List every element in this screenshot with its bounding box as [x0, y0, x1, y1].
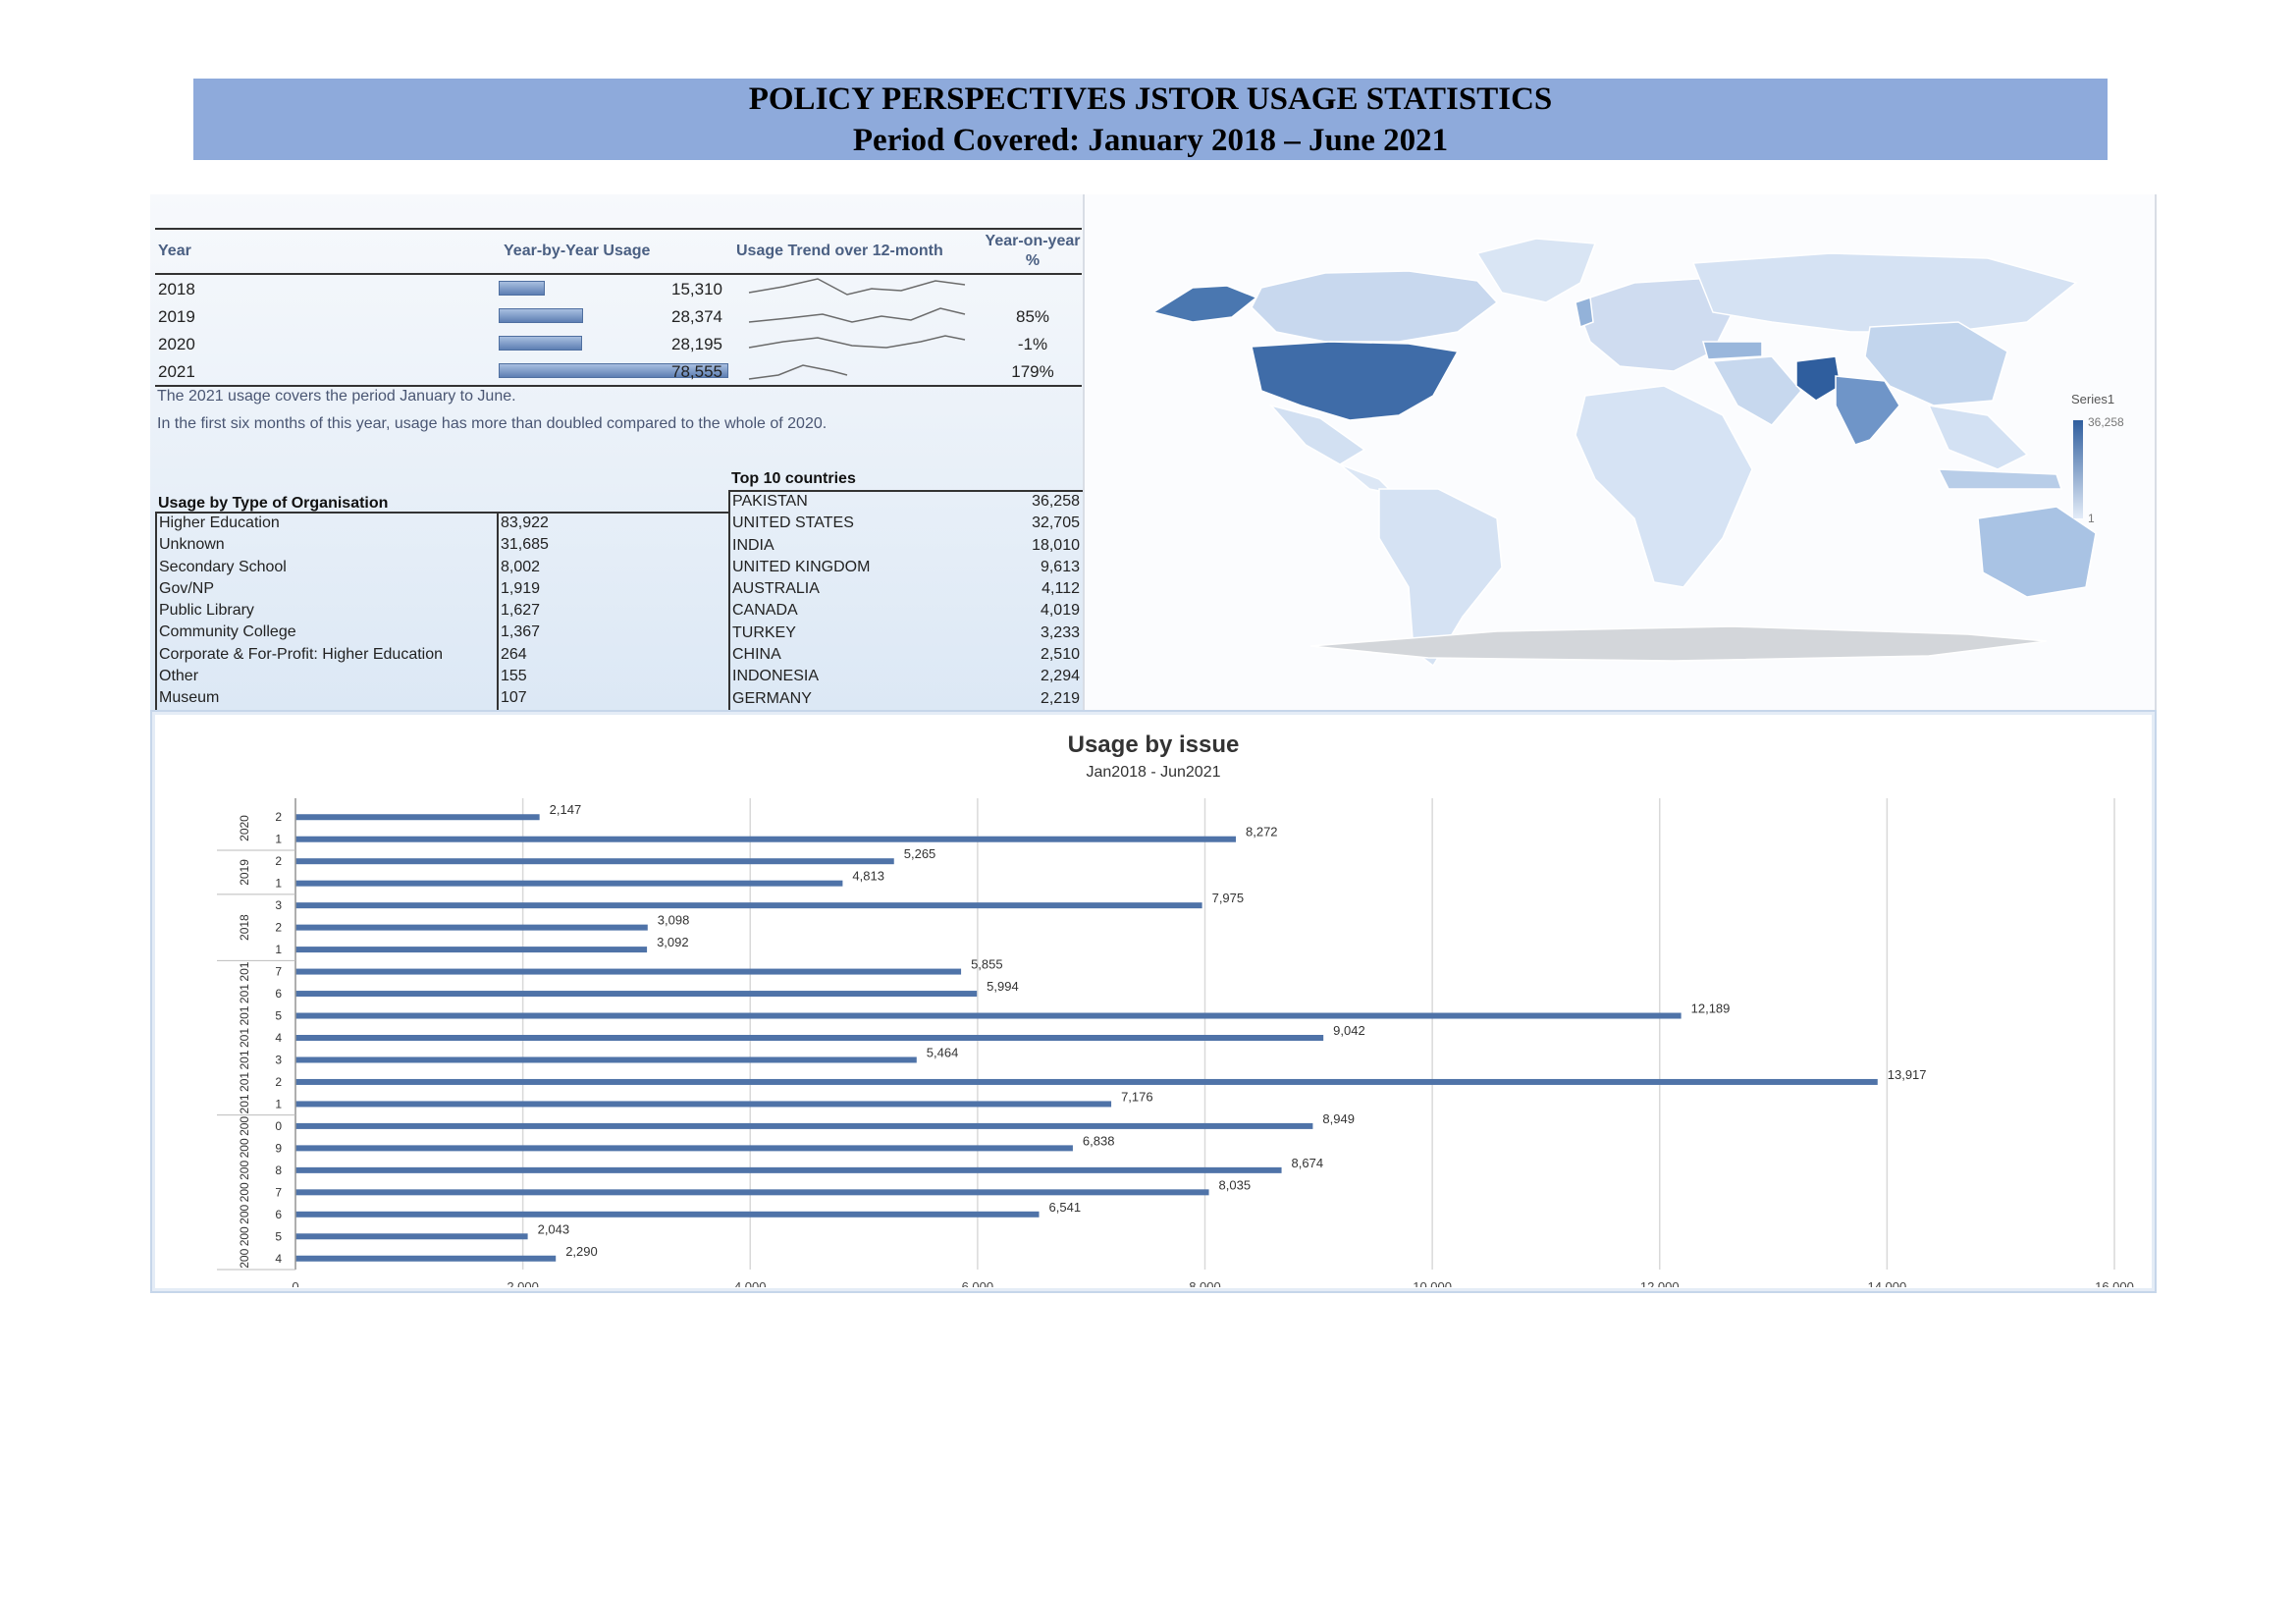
- group-label: 201: [238, 1050, 251, 1070]
- bar-value-label: 3,092: [657, 935, 689, 950]
- org-usage: 1,919: [501, 579, 541, 597]
- issue-label: 6: [275, 1207, 282, 1221]
- bar-value-label: 7,975: [1211, 891, 1245, 906]
- country-usage: 18,010: [1032, 536, 1080, 554]
- issue-label: 8: [275, 1163, 282, 1177]
- org-name: Corporate & For-Profit: Higher Education: [159, 645, 444, 663]
- group-label: 201: [238, 1071, 251, 1092]
- bar: [295, 1013, 1682, 1019]
- country-row: [730, 492, 1084, 514]
- year-row: [155, 275, 1082, 302]
- issue-label: 2: [275, 920, 282, 935]
- map-greenland: [1477, 239, 1595, 302]
- x-tick-label: 16,000: [2095, 1279, 2134, 1287]
- org-type-table: [155, 512, 728, 711]
- bar: [295, 1167, 1282, 1173]
- chart-title: Usage by issue: [1067, 731, 1240, 758]
- bar: [295, 902, 1202, 908]
- org-name: Other: [159, 668, 199, 685]
- x-tick-label: 12,000: [1639, 1279, 1680, 1287]
- group-label: 200: [238, 1160, 251, 1180]
- org-name: Community College: [159, 623, 296, 641]
- country-name: TURKEY: [732, 623, 796, 641]
- country-name: INDIA: [732, 536, 774, 554]
- year-usage-table: [155, 228, 1082, 387]
- x-tick-label: 0: [292, 1279, 299, 1287]
- country-name: AUSTRALIA: [732, 580, 820, 598]
- issue-label: 2: [275, 810, 282, 825]
- bar-value-label: 3,098: [657, 912, 690, 928]
- group-label: 2018: [238, 914, 251, 941]
- bar-value-label: 2,043: [537, 1221, 570, 1237]
- org-usage: 155: [501, 668, 527, 685]
- org-name: Secondary School: [159, 558, 287, 575]
- bar-value-label: 2,290: [565, 1243, 598, 1259]
- country-usage: 2,294: [1040, 668, 1080, 685]
- country-row: [730, 689, 1084, 711]
- org-usage: 107: [501, 689, 527, 707]
- bar-value-label: 5,855: [971, 956, 1003, 972]
- group-label: 2020: [238, 815, 251, 841]
- org-row: [157, 623, 728, 644]
- country-row: [730, 667, 1084, 688]
- bar-value-label: 4,813: [852, 868, 884, 884]
- map-alaska: [1153, 286, 1256, 322]
- bar: [295, 1079, 1878, 1085]
- year-cell: 2021: [158, 362, 195, 381]
- country-usage: 3,233: [1040, 623, 1080, 641]
- country-row: [730, 601, 1084, 623]
- trend-sparkline: [744, 302, 970, 330]
- bar: [295, 1145, 1073, 1151]
- group-label: 201: [238, 1094, 251, 1114]
- bar: [295, 947, 647, 952]
- issue-label: 3: [275, 1053, 282, 1067]
- map-uk: [1575, 298, 1593, 327]
- map-russia: [1693, 253, 2076, 332]
- country-name: UNITED KINGDOM: [732, 558, 871, 575]
- issue-label: 7: [275, 1185, 282, 1200]
- country-usage: 4,112: [1041, 580, 1080, 598]
- map-canada: [1252, 271, 1497, 342]
- usage-by-issue-panel: [150, 710, 2157, 1293]
- country-row: [730, 623, 1084, 645]
- map-middle-east: [1713, 356, 1801, 425]
- bar-value-label: 13,917: [1887, 1066, 1927, 1082]
- map-southeast-asia: [1929, 406, 2027, 469]
- issue-label: 1: [275, 1097, 282, 1111]
- country-name: UNITED STATES: [732, 514, 854, 532]
- org-name: Gov/NP: [159, 579, 215, 597]
- x-tick-label: 8,000: [1189, 1279, 1221, 1287]
- x-tick-label: 2,000: [507, 1279, 539, 1287]
- country-name: INDONESIA: [732, 668, 820, 685]
- group-label: 200: [238, 1204, 251, 1224]
- map-legend-max: 36,258: [2088, 415, 2124, 429]
- col-usage: Year-by-Year Usage: [504, 243, 651, 259]
- bar-value-label: 7,176: [1121, 1089, 1153, 1105]
- map-pakistan: [1796, 356, 1841, 401]
- trend-sparkline: [744, 357, 970, 385]
- issue-label: 1: [275, 943, 282, 957]
- bar-value-label: 6,838: [1082, 1133, 1115, 1149]
- bar: [295, 1056, 917, 1062]
- bar: [295, 1035, 1323, 1041]
- org-row: [157, 579, 728, 601]
- group-label: 200: [238, 1226, 251, 1247]
- bar: [295, 1233, 528, 1239]
- col-year: Year: [158, 243, 191, 259]
- usage-bar: [499, 308, 583, 323]
- world-map: [1085, 194, 2155, 710]
- group-label: 201: [238, 961, 251, 982]
- bar-value-label: 8,674: [1291, 1155, 1324, 1170]
- issue-label: 0: [275, 1118, 282, 1133]
- org-name: Public Library: [159, 602, 254, 620]
- trend-sparkline: [744, 330, 970, 357]
- year-cell: 2020: [158, 335, 195, 353]
- org-row: [157, 688, 728, 710]
- map-legend-series: Series1: [2071, 392, 2115, 406]
- country-usage: 36,258: [1032, 493, 1080, 510]
- report-title: POLICY PERSPECTIVES JSTOR USAGE STATISTICS: [748, 81, 1553, 117]
- x-tick-label: 10,000: [1413, 1279, 1453, 1287]
- org-row: [157, 601, 728, 623]
- country-row: [730, 558, 1084, 579]
- bar: [295, 1101, 1111, 1107]
- top-countries-title: Top 10 countries: [731, 470, 856, 487]
- x-tick-label: 4,000: [733, 1279, 767, 1287]
- year-row: [155, 302, 1082, 330]
- issue-label: 5: [275, 1229, 282, 1244]
- org-row: [157, 514, 728, 535]
- country-row: [730, 514, 1084, 535]
- bar-value-label: 8,272: [1246, 824, 1278, 839]
- bar: [295, 837, 1236, 842]
- group-label: 200: [238, 1138, 251, 1159]
- issue-label: 5: [275, 1008, 282, 1023]
- bar-value-label: 5,464: [926, 1045, 959, 1060]
- org-row: [157, 535, 728, 557]
- country-name: PAKISTAN: [732, 493, 808, 510]
- org-row: [157, 645, 728, 667]
- country-row: [730, 536, 1084, 558]
- org-usage: 31,685: [501, 536, 549, 554]
- usage-cell: 28,374: [671, 307, 722, 326]
- usage-cell: 28,195: [671, 335, 722, 353]
- bar-value-label: 5,994: [987, 979, 1019, 995]
- map-turkey: [1703, 342, 1762, 359]
- top-countries-table: [728, 490, 1084, 711]
- usage-bar: [499, 281, 545, 296]
- group-label: 200: [238, 1115, 251, 1136]
- usage-cell: 15,310: [671, 280, 722, 298]
- country-row: [730, 645, 1084, 667]
- note-period: The 2021 usage covers the period January to June.: [157, 388, 516, 405]
- map-legend-scale: [2073, 420, 2083, 518]
- bar-value-label: 5,265: [903, 846, 936, 862]
- org-usage: 1,627: [501, 602, 541, 620]
- bar-value-label: 9,042: [1333, 1023, 1365, 1038]
- bar: [295, 925, 648, 931]
- group-label: 200: [238, 1248, 251, 1269]
- bar-value-label: 6,541: [1048, 1199, 1082, 1215]
- bar: [295, 1123, 1312, 1129]
- col-yoy: Year-on-year %: [985, 233, 1081, 269]
- country-usage: 9,613: [1040, 558, 1080, 575]
- issue-label: 1: [275, 876, 282, 891]
- org-row: [157, 558, 728, 579]
- group-label: 201: [238, 1005, 251, 1026]
- trend-sparkline: [744, 275, 970, 302]
- bar-value-label: 8,949: [1322, 1110, 1355, 1126]
- issue-label: 3: [275, 898, 282, 913]
- map-australia: [1978, 507, 2096, 597]
- yoy-cell: 85%: [1015, 307, 1050, 326]
- country-name: CHINA: [732, 646, 781, 664]
- bar: [295, 858, 894, 864]
- bar: [295, 1256, 556, 1262]
- yoy-cell: -1%: [1017, 335, 1048, 353]
- bar-value-label: 8,035: [1218, 1177, 1252, 1193]
- chart-subtitle: Jan2018 - Jun2021: [1086, 764, 1221, 781]
- bar: [295, 991, 977, 997]
- col-trend: Usage Trend over 12-month: [736, 243, 943, 259]
- org-usage: 264: [501, 645, 527, 663]
- summary-panel: [150, 194, 1083, 710]
- map-legend-min: 1: [2088, 512, 2095, 525]
- org-usage: 1,367: [501, 623, 541, 641]
- issue-label: 2: [275, 854, 282, 869]
- map-africa: [1575, 386, 1752, 587]
- bar: [295, 969, 961, 975]
- country-usage: 4,019: [1040, 602, 1080, 620]
- yoy-cell: 179%: [1011, 362, 1054, 381]
- issue-label: 4: [275, 1031, 282, 1045]
- year-cell: 2018: [158, 280, 195, 298]
- year-cell: 2019: [158, 307, 195, 326]
- world-map-panel: [1083, 194, 2157, 710]
- group-label: 201: [238, 1027, 251, 1049]
- org-name: Higher Education: [159, 514, 280, 531]
- usage-bar: [499, 336, 582, 351]
- org-usage: 8,002: [501, 558, 541, 575]
- x-tick-label: 6,000: [961, 1279, 994, 1287]
- usage-cell: 78,555: [671, 362, 722, 381]
- issue-label: 2: [275, 1074, 282, 1089]
- issue-label: 7: [275, 964, 282, 979]
- country-name: CANADA: [732, 602, 798, 620]
- map-indonesia: [1939, 469, 2061, 489]
- year-row: [155, 330, 1082, 357]
- usage-by-issue-chart: [152, 712, 2151, 1287]
- org-name: Unknown: [159, 536, 225, 554]
- country-usage: 2,510: [1040, 646, 1080, 664]
- org-usage: 83,922: [501, 514, 549, 531]
- report-period: Period Covered: January 2018 – June 2021: [852, 123, 1449, 158]
- country-usage: 32,705: [1032, 514, 1080, 532]
- bar-value-label: 2,147: [549, 802, 582, 818]
- country-row: [730, 579, 1084, 601]
- issue-label: 1: [275, 832, 282, 846]
- bar: [295, 881, 842, 887]
- bar: [295, 1189, 1209, 1195]
- bar: [295, 1212, 1040, 1218]
- country-name: GERMANY: [732, 689, 812, 707]
- report-header: [193, 79, 2108, 160]
- issue-label: 4: [275, 1251, 282, 1266]
- org-table-title: Usage by Type of Organisation: [158, 495, 389, 512]
- group-label: 201: [238, 984, 251, 1004]
- group-label: 2019: [238, 859, 251, 886]
- org-name: Museum: [159, 689, 220, 707]
- group-label: 200: [238, 1182, 251, 1203]
- note-comparison: In the first six months of this year, usage has more than doubled compared to the whole of 2020.: [157, 415, 828, 432]
- issue-label: 6: [275, 987, 282, 1001]
- year-row: [155, 357, 1082, 385]
- x-tick-label: 14,000: [1867, 1279, 1907, 1287]
- country-usage: 2,219: [1040, 689, 1080, 707]
- org-row: [157, 667, 728, 688]
- issue-label: 9: [275, 1141, 282, 1156]
- bar-value-label: 12,189: [1690, 1001, 1731, 1016]
- bar: [295, 814, 540, 820]
- year-table-header: [155, 230, 1082, 275]
